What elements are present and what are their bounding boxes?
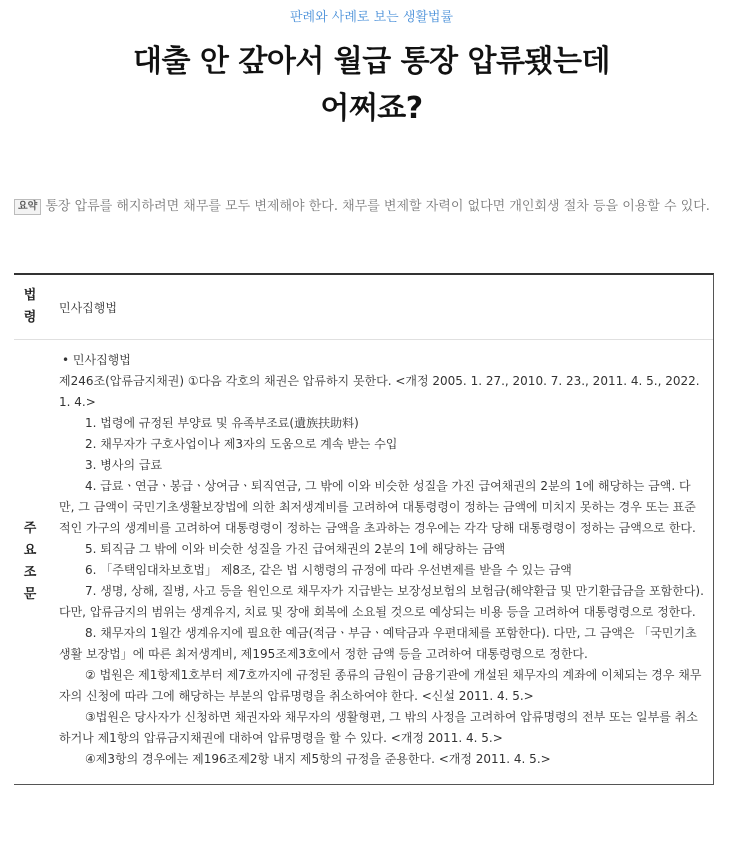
page-title-line2: 어쩌죠?: [320, 91, 423, 126]
article-line: 1. 법령에 규정된 부양료 및 유족부조료(遺族扶助料): [85, 416, 359, 430]
article-line: 3. 병사의 급료: [85, 458, 163, 472]
page-title: [0, 38, 743, 132]
law-row-header-text: 법령: [23, 288, 37, 325]
article-line: 7. 생명, 상해, 질병, 사고 등을 원인으로 채무자가 지급받는 보장성보험의 보험금(해약환급 및 만기환급금을 포함한다). 다만, 압류금지의 범위는 생계유지, 치료 및 장애 회복에 소요될 것으로 예상되는 비용 등을 고려하여 대통령령으로 정한다.: [59, 584, 704, 619]
article-line: ③법원은 당사자가 신청하면 채권자와 채무자의 생활형편, 그 밖의 사정을 고려하여 압류명령의 전부 또는 일부를 취소하거나 제1항의 압류금지채권에 대하여 압류명령을 할 수 있다. <개정 2011. 4. 5.>: [59, 710, 698, 745]
page-title-line1: 대출 안 갚아서 월급 통장 압류됐는데: [133, 44, 610, 79]
category-label: 판례와 사례로 보는 생활법률: [289, 10, 454, 25]
articles-body: [46, 340, 713, 784]
law-row-header: [14, 275, 46, 339]
article-line: ④제3항의 경우에는 제196조제2항 내지 제5항의 규정을 준용한다. <개정 2011. 4. 5.>: [85, 752, 551, 766]
article-line: 5. 퇴직금 그 밖에 이와 비슷한 성질을 가진 급여채권의 2분의 1에 해당하는 금액: [85, 542, 506, 556]
summary-badge: 요약: [14, 199, 41, 215]
law-row: [14, 275, 713, 340]
article-line: 제246조(압류금지채권) ①다음 각호의 채권은 압류하지 못한다. <개정 2005. 1. 27., 2010. 7. 23., 2011. 4. 5., 2022. 1. 4.>: [59, 374, 700, 409]
summary-text: 통장 압류를 해지하려면 채무를 모두 변제해야 한다. 채무를 변제할 자력이 없다면 개인회생 절차 등을 이용할 수 있다.: [45, 199, 710, 214]
article-line: 2. 채무자가 구호사업이나 제3자의 도움으로 계속 받는 수입: [85, 437, 398, 451]
articles-row-header: [14, 340, 46, 784]
summary: [14, 194, 714, 219]
article-line: 6. 「주택임대차보호법」 제8조, 같은 법 시행령의 규정에 따라 우선변제를 받을 수 있는 금액: [85, 563, 572, 577]
articles-row-header-text: 주요조문: [23, 521, 37, 602]
articles-row: [14, 340, 713, 784]
article-line: 8. 채무자의 1월간 생계유지에 필요한 예금(적금ㆍ부금ㆍ예탁금과 우편대체를 포함한다). 다만, 그 금액은 「국민기초생활 보장법」에 따른 최저생계비, 제195조제3호에서 정한 금액 등을 고려하여 대통령령으로 정한다.: [59, 626, 697, 661]
law-name: 민사집행법: [59, 300, 117, 315]
law-table: [14, 273, 714, 785]
article-line: ② 법원은 제1항제1호부터 제7호까지에 규정된 종류의 금원이 금융기관에 개설된 채무자의 계좌에 이체되는 경우 채무자의 신청에 따라 그에 해당하는 부분의 압류명령을 취소하여야 한다. <신설 2011. 4. 5.>: [59, 668, 702, 703]
article-line: 4. 급료ㆍ연금ㆍ봉급ㆍ상여금ㆍ퇴직연금, 그 밖에 이와 비슷한 성질을 가진 급여채권의 2분의 1에 해당하는 금액. 다만, 그 금액이 국민기초생활보장법에 의한 최저생계비를 고려하여 대통령령이 정하는 금액에 미치지 못하는 경우 또는 표준적인 가구의 생계비를 고려하여 대통령령이 정하는 금액을 초과하는 경우에는 각각 당해 대통령령이 정하는 금액으로 한다.: [59, 479, 696, 535]
article-line: • 민사집행법: [62, 353, 131, 367]
